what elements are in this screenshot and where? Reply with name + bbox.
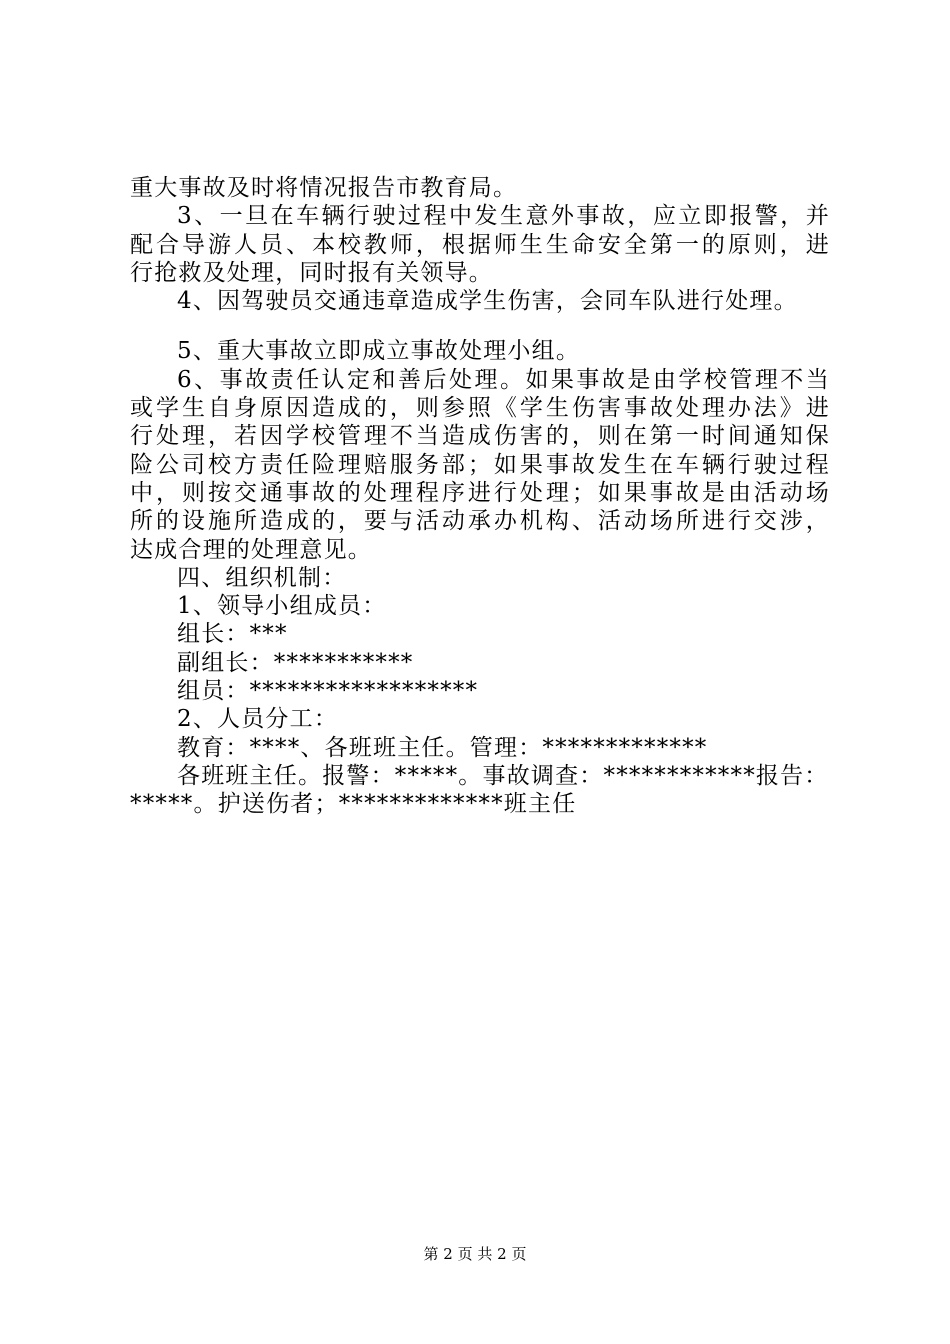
page-number-footer: 第 2 页 共 2 页 <box>423 1245 527 1263</box>
paragraph-line: 5、重大事故立即成立事故处理小组。 <box>177 338 581 365</box>
paragraph-line: 中，则按交通事故的处理程序进行处理；如果事故是由活动场 <box>130 479 830 506</box>
paragraph-line: 所的设施所造成的，要与活动承办机构、活动场所进行交涉， <box>130 508 830 535</box>
duty-line: 教育：****、各班班主任。管理：************* <box>177 734 708 761</box>
paragraph-line: 3、一旦在车辆行驶过程中发生意外事故，应立即报警，并 <box>177 203 830 230</box>
paragraph-line: 行抢救及处理，同时报有关领导。 <box>130 259 493 286</box>
duty-line: *****。护送伤者；*************班主任 <box>130 791 577 818</box>
paragraph-line: 行处理，若因学校管理不当造成伤害的，则在第一时间通知保 <box>130 423 830 450</box>
duty-line: 各班班主任。报警：*****。事故调查：************报告： <box>177 762 829 789</box>
document-body <box>130 174 830 819</box>
member-line: 组员：****************** <box>177 678 479 705</box>
subsection-heading: 1、领导小组成员： <box>177 593 387 620</box>
member-line: 副组长：*********** <box>177 649 414 676</box>
paragraph-line: 险公司校方责任险理赔服务部；如果事故发生在车辆行驶过程 <box>130 451 830 478</box>
paragraph-line: 6、事故责任认定和善后处理。如果事故是由学校管理不当 <box>177 366 830 393</box>
paragraph-line: 4、因驾驶员交通违章造成学生伤害，会同车队进行处理。 <box>177 288 798 315</box>
paragraph-line: 或学生自身原因造成的，则参照《学生伤害事故处理办法》进 <box>130 395 830 422</box>
subsection-heading: 2、人员分工： <box>177 706 339 733</box>
paragraph-line: 配合导游人员、本校教师，根据师生生命安全第一的原则，进 <box>130 231 830 258</box>
paragraph-line: 达成合理的处理意见。 <box>130 536 372 563</box>
section-heading: 四、组织机制： <box>177 564 347 591</box>
member-line: 组长：*** <box>177 621 288 648</box>
paragraph-line: 重大事故及时将情况报告市教育局。 <box>130 175 518 201</box>
